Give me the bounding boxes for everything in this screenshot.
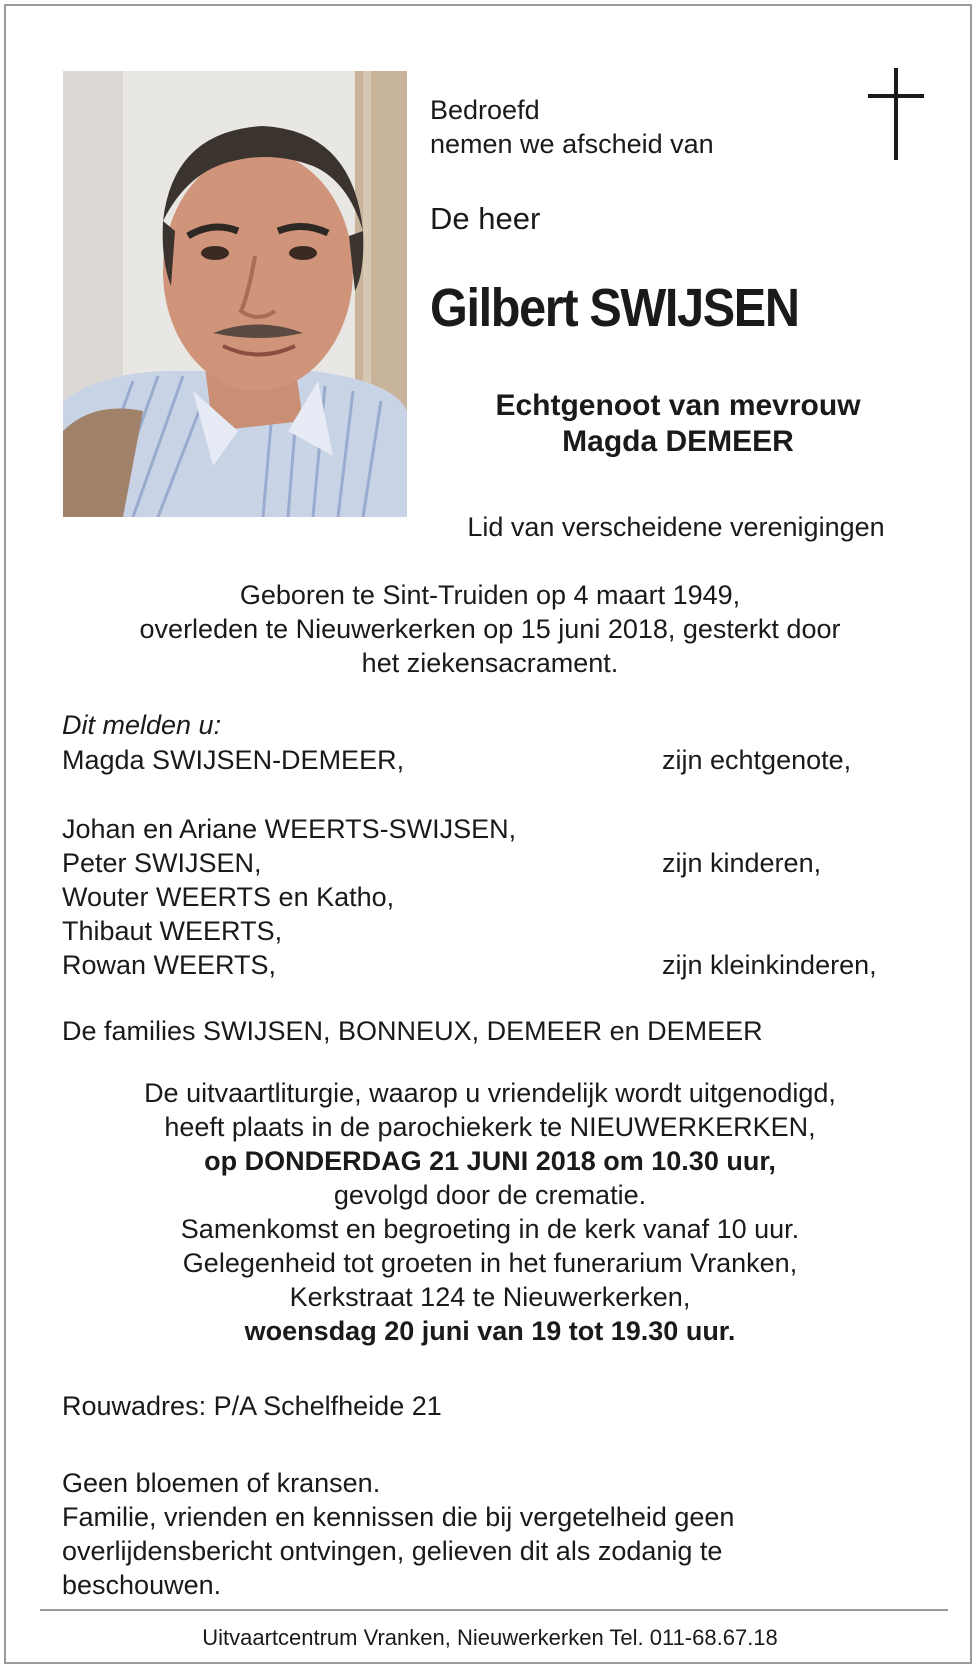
visitation-date-line: woensdag 20 juni van 19 tot 19.30 uur. xyxy=(244,1316,736,1346)
death-line: overleden te Nieuwerkerken op 15 juni 2018, gesterkt door xyxy=(139,614,841,644)
funeral-line-2: heeft plaats in de parochiekerk te NIEUWERKERKEN, xyxy=(164,1112,816,1142)
announcer-name: Johan en Ariane WEERTS-SWIJSEN, xyxy=(62,814,517,844)
funeral-date-line: op DONDERDAG 21 JUNI 2018 om 10.30 uur, xyxy=(204,1146,776,1176)
intro-line-2: nemen we afscheid van xyxy=(430,129,714,159)
announcer-name: Magda SWIJSEN-DEMEER, xyxy=(62,745,405,775)
announcer-name: Wouter WEERTS en Katho, xyxy=(62,882,395,912)
portrait-photo xyxy=(63,71,407,517)
funeral-line-1: De uitvaartliturgie, waarop u vriendelijk wordt uitgenodigd, xyxy=(144,1078,836,1108)
funeral-line-6: Gelegenheid tot groeten in het funerarium Vranken, xyxy=(182,1248,798,1278)
closing-line-1: Geen bloemen of kransen. xyxy=(62,1468,381,1498)
closing-line-4: beschouwen. xyxy=(62,1570,222,1600)
families-line: De families SWIJSEN, BONNEUX, DEMEER en DEMEER xyxy=(62,1016,763,1046)
obituary-card xyxy=(4,4,972,1664)
announcer-relation: zijn kleinkinderen, xyxy=(662,950,877,980)
latin-cross-icon xyxy=(868,68,924,165)
birth-line: Geboren te Sint-Truiden op 4 maart 1949, xyxy=(239,580,741,610)
announcer-relation: zijn kinderen, xyxy=(662,848,822,878)
announcer-name: Thibaut WEERTS, xyxy=(62,916,283,946)
footer-funeral-home: Uitvaartcentrum Vranken, Nieuwerkerken Tel. 011-68.67.18 xyxy=(202,1625,778,1650)
announcer-name: Rowan WEERTS, xyxy=(62,950,277,980)
sacrament-line: het ziekensacrament. xyxy=(361,648,619,678)
footer-divider xyxy=(40,1609,948,1611)
intro-line-1: Bedroefd xyxy=(430,95,540,125)
mourning-address: Rouwadres: P/A Schelfheide 21 xyxy=(62,1391,442,1421)
title-honorific: De heer xyxy=(430,201,541,236)
announcer-relation: zijn echtgenote, xyxy=(662,745,852,775)
deceased-name: Gilbert SWIJSEN xyxy=(430,278,799,338)
funeral-line-4: gevolgd door de crematie. xyxy=(333,1180,647,1210)
membership-line: Lid van verscheidene verenigingen xyxy=(467,512,885,542)
announcer-name: Peter SWIJSEN, xyxy=(62,848,262,878)
spouse-line-1: Echtgenoot van mevrouw xyxy=(495,389,861,422)
funeral-line-7: Kerkstraat 124 te Nieuwerkerken, xyxy=(289,1282,691,1312)
funeral-line-5: Samenkomst en begroeting in de kerk vanaf 10 uur. xyxy=(180,1214,800,1244)
closing-line-2: Familie, vrienden en kennissen die bij vergetelheid geen xyxy=(62,1502,735,1532)
closing-line-3: overlijdensbericht ontvingen, gelieven dit als zodanig te xyxy=(62,1536,723,1566)
announcers-heading: Dit melden u: xyxy=(62,710,222,740)
spouse-line-2: Magda DEMEER xyxy=(562,425,794,458)
